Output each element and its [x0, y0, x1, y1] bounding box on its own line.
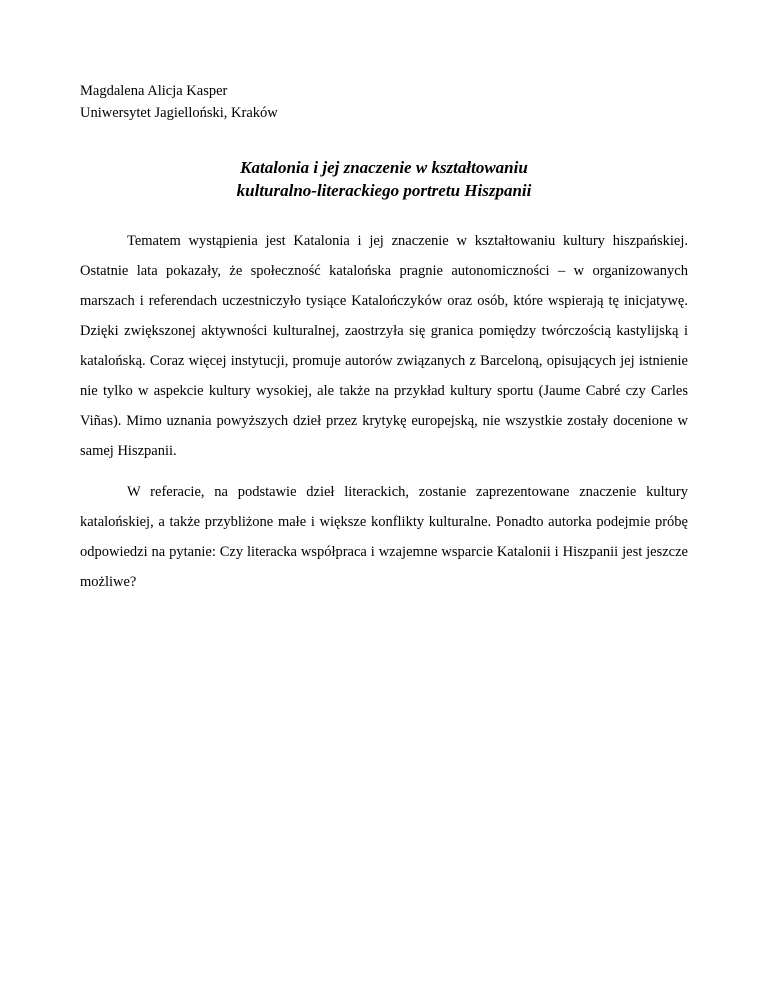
title-line-1: Katalonia i jej znaczenie w kształtowaniu — [240, 158, 528, 177]
author-affiliation: Uniwersytet Jagielloński, Kraków — [80, 105, 278, 121]
abstract-body — [80, 226, 688, 597]
author-block — [80, 80, 278, 124]
author-name: Magdalena Alicja Kasper — [80, 83, 228, 99]
document-title — [80, 156, 688, 202]
paragraph-2: W referacie, na podstawie dzieł literackich, zostanie zaprezentowane znaczenie kultury katalońskiej, a także przybliżone małe i większe konflikty kulturalne. Ponadto autorka podejmie próbę odpowiedzi na pytanie: Czy literacka współpraca i wzajemne wsparcie Katalonii i Hiszpanii jest jeszcze możliwe? — [80, 484, 688, 590]
paragraph-1: Tematem wystąpienia jest Katalonia i jej znaczenie w kształtowaniu kultury hiszpańskiej. Ostatnie lata pokazały, że społeczność katalońska pragnie autonomiczności – w organizowanych marszach i referendach uczestniczyło tysiące Katalończyków oraz osób, które wspierają tę inicjatywę. Dzięki zwiększonej aktywności kulturalnej, zaostrzyła się granica pomiędzy twórczością kastylijską i katalońską. Coraz więcej instytucji, promuje autorów związanych z Barceloną, opisujących jej istnienie nie tylko w aspekcie kultury wysokiej, ale także na przykład kultury sportu (Jaume Cabré czy Carles Viñas). Mimo uznania powyższych dzieł przez krytykę europejską, nie wszystkie zostały docenione w samej Hiszpanii. — [80, 233, 688, 459]
title-line-2: kulturalno-literackiego portretu Hiszpanii — [236, 181, 532, 200]
